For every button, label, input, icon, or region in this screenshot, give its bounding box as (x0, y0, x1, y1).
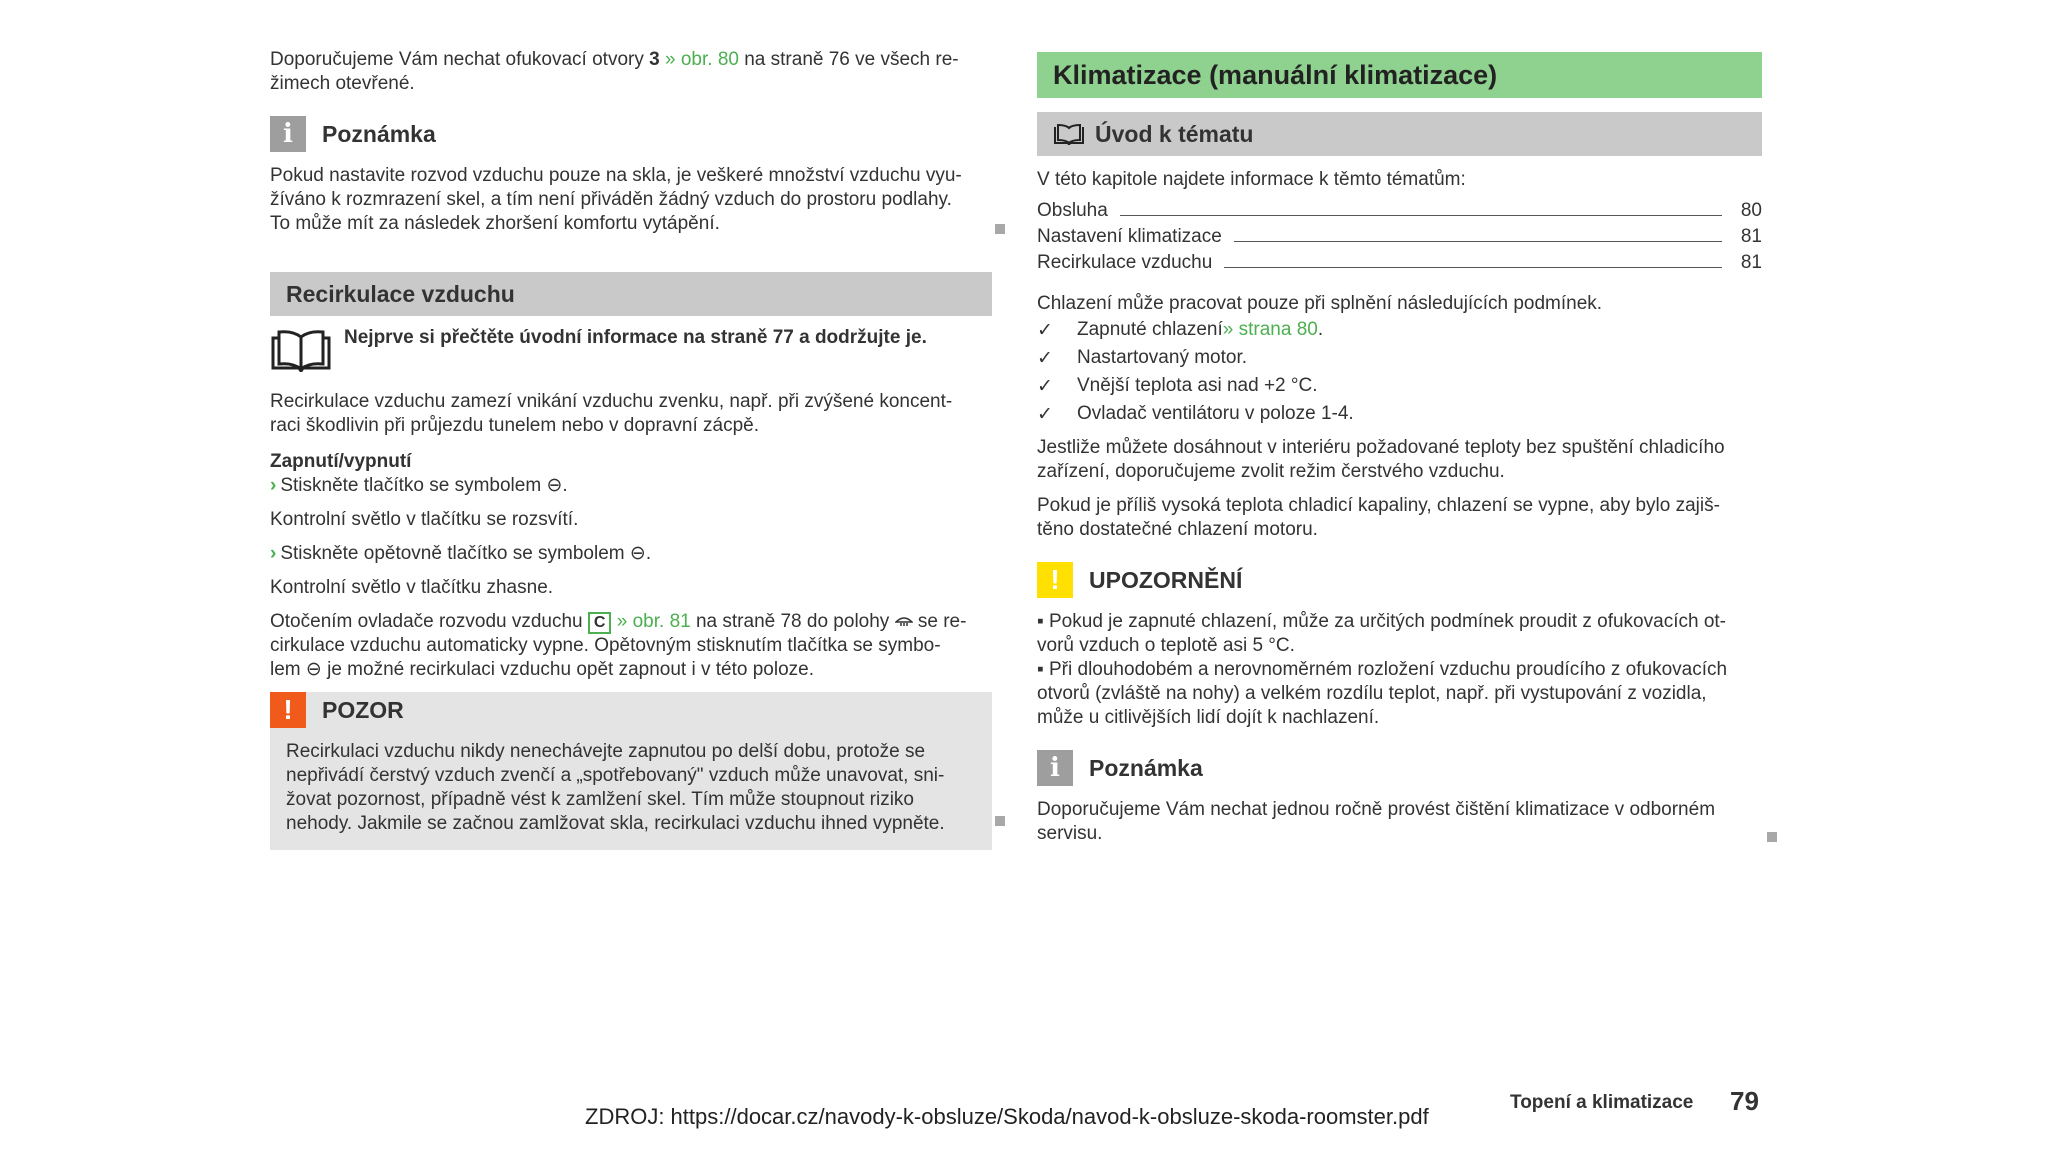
step-1-result: Kontrolní světlo v tlačítku se rozsvítí. (270, 509, 579, 530)
note-header (270, 116, 992, 152)
figure-link[interactable]: » obr. 80 (659, 49, 739, 70)
list-item: ✓ Nastartovaný motor. (1037, 347, 1248, 369)
chapter-title: Klimatizace (manuální klimatizace) (1037, 52, 1762, 98)
conditions-intro: Chlazení může pracovat pouze při splnění následujících podmínek. (1037, 293, 1603, 314)
end-marker (995, 816, 1005, 826)
note-text: Doporučujeme Vám nechat jednou ročně provést čištění klimatizace v odborném servisu. (1037, 798, 1762, 846)
end-marker (995, 224, 1005, 234)
step-1: › Stiskněte tlačítko se symbolem ⊖. (270, 475, 568, 496)
note-title: Poznámka (1089, 754, 1203, 781)
list-item: ✓ Zapnuté chlazení » strana 80 . (1037, 319, 1324, 341)
right-column (1037, 52, 1762, 846)
recirculation-symbol-icon: ⊖ (305, 659, 322, 680)
warning-box (270, 692, 992, 850)
conditions-list (1037, 316, 1762, 428)
warning-icon: ! (270, 692, 306, 728)
check-icon: ✓ (1037, 375, 1053, 397)
read-first-text: Nejprve si přečtěte úvodní informace na straně 77 a dodržujte je. (344, 327, 927, 348)
check-icon: ✓ (1037, 319, 1053, 341)
check-icon: ✓ (1037, 403, 1053, 425)
windshield-defrost-icon (895, 611, 918, 632)
toc-intro: V této kapitole najdete informace k těmto tématům: (1037, 169, 1466, 190)
book-icon (1053, 123, 1085, 145)
info-icon: i (1037, 750, 1073, 786)
source-caption: ZDROJ: https://docar.cz/navody-k-obsluze/Skoda/navod-k-obsluze-skoda-roomster.pdf (585, 1104, 1429, 1129)
recirculation-symbol-icon: ⊖ (629, 543, 646, 564)
left-column (270, 48, 992, 850)
caution-title: UPOZORNĚNÍ (1089, 566, 1243, 593)
page-number: 79 (1730, 1086, 1759, 1116)
note-header (1037, 750, 1762, 786)
read-first-notice (270, 328, 992, 372)
caution-text: ▪ Pokud je zapnuté chlazení, může za určitých podmínek proudit z ofukovacích ot- vorů vzduch o teplotě asi 5 °C. ▪ Při dlouhodobém a nerovnoměrném rozložení vzduchu proudícího z ofukovacích otvorů (zvláště na nohy) a velkém rozdílu teplot, např. při vystupování z vozidla, může u citlivějších lidí dojít k nachlazení. (1037, 611, 1728, 728)
warning-header (270, 692, 992, 728)
page-link[interactable]: » strana 80 (1222, 319, 1318, 340)
onoff-heading: Zapnutí/vypnutí (270, 451, 412, 472)
intro-paragraph: Doporučujeme Vám nechat ofukovací otvory 3 » obr. 80 na straně 76 ve všech re- žimech otevřené. (270, 49, 959, 94)
recirculation-paragraph: Recirkulace vzduchu zamezí vnikání vzduchu zvenku, např. při zvýšené koncent- raci škodlivin při průjezdu tunelem nebo v dopravní zácpě. (270, 391, 953, 436)
list-item: ✓ Vnější teplota asi nad +2 °C. (1037, 375, 1318, 397)
toc-item[interactable]: Nastavení klimatizace 81 (1037, 226, 1762, 247)
end-marker (1767, 832, 1777, 842)
book-icon (270, 328, 332, 372)
coolant-paragraph: Pokud je příliš vysoká teplota chladicí kapaliny, chlazení se vypne, aby bylo zajiš- těno dostatečné chlazení motoru. (1037, 495, 1720, 540)
intro-section-bar: Úvod k tématu (1037, 112, 1762, 156)
caution-header (1037, 562, 1762, 598)
warning-title: POZOR (322, 696, 404, 723)
toc-item[interactable]: Obsluha 80 (1037, 200, 1762, 221)
note-text: Pokud nastavite rozvod vzduchu pouze na skla, je veškeré množství vzduchu vyu- žíváno k rozmrazení skel, a tím není přiváděn žádný vzduch do prostoru podlahy. To může mít za následek zhoršení komfortu vytápění. (270, 164, 992, 236)
toc-list (1037, 196, 1762, 274)
note-title: Poznámka (322, 120, 436, 147)
recirculation-symbol-icon: ⊖ (546, 475, 563, 496)
toc-item[interactable]: Recirkulace vzduchu 81 (1037, 252, 1762, 273)
warning-text: Recirkulaci vzduchu nikdy nenechávejte zapnutou po delší dobu, protože se nepřivádí čerstvý vzduch zvenčí a „spotřebovaný" vzduch může unavovat, sni- žovat pozornost, případně vést k zamlžení skel. Tím může stoupnout riziko nehody. Jakmile se začnou zamlžovat skla, recirkulaci vzduchu ihned vypněte. (286, 741, 945, 834)
footer-chapter: Topení a klimatizace (1510, 1092, 1694, 1113)
section-title-recirculation: Recirkulace vzduchu (270, 272, 992, 316)
fresh-air-paragraph: Jestliže můžete dosáhnout v interiéru požadované teploty bez spuštění chladicího zařízení, doporučujeme zvolit režim čerstvého vzduchu. (1037, 437, 1725, 482)
check-icon: ✓ (1037, 347, 1053, 369)
step-2: › Stiskněte opětovně tlačítko se symbolem ⊖. (270, 543, 652, 564)
info-icon: i (270, 116, 306, 152)
figure-link[interactable]: » obr. 81 (611, 611, 691, 632)
list-item: ✓ Ovladač ventilátoru v poloze 1-4. (1037, 403, 1354, 425)
caution-icon: ! (1037, 562, 1073, 598)
figure-callout-box: C (588, 612, 612, 634)
air-distribution-paragraph: Otočením ovladače rozvodu vzduchu C » obr. 81 na straně 78 do polohy se re- cirkulace vzduchu automaticky vypne. Opětovným stisknutím tlačítka se symbo- lem ⊖ je možné recirkulaci vzduchu opět zapnout i v této poloze. (270, 611, 967, 680)
step-2-result: Kontrolní světlo v tlačítku zhasne. (270, 577, 554, 598)
